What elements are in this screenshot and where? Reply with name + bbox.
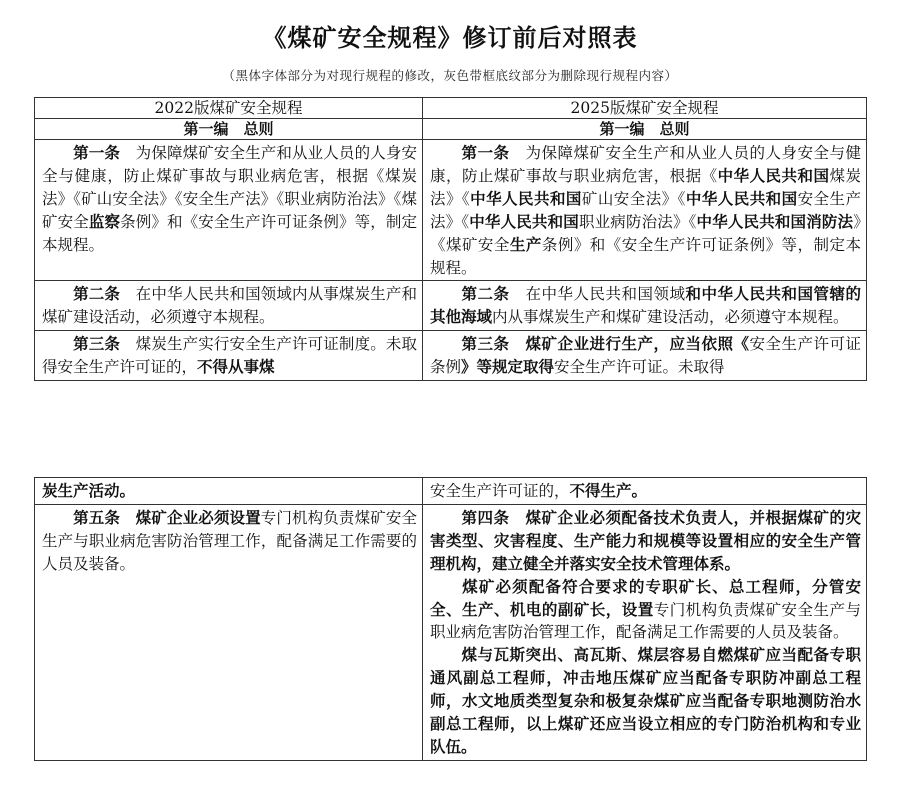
- modified-text: 不得生产。: [569, 482, 648, 500]
- modified-text: 炭生产活动。: [42, 482, 136, 500]
- article-text: 安全生产许可证条例: [430, 335, 861, 377]
- article-text: 在中华人民共和国领域内从事煤炭生产和煤矿建设活动，必须遵守本规程。: [42, 285, 417, 327]
- article-label: 第四条: [461, 508, 510, 527]
- article-label: 第三条: [461, 335, 510, 354]
- article-text: 煤炭法》《: [430, 166, 861, 208]
- article-1-old: [35, 140, 423, 281]
- article-5-4-row: [35, 504, 867, 760]
- article-text: 条例》和《安全生产许可证条例》等，制定本规程。: [430, 235, 861, 277]
- article-2-old: [35, 281, 423, 331]
- article-3-row: [35, 331, 867, 381]
- section-header-new: 第一编 总则: [423, 119, 867, 140]
- modified-text: 监察: [88, 212, 121, 231]
- modified-text: 煤矿企业必须设置: [120, 508, 261, 527]
- article-2-new: [423, 281, 867, 331]
- modified-text: 中华人民共和国: [470, 189, 582, 208]
- column-header-new: 2025版煤矿安全规程: [423, 98, 867, 119]
- modified-text: 中华人民共和国: [469, 212, 579, 231]
- article-3-old: [35, 331, 423, 381]
- article-5-old: [35, 504, 423, 760]
- modified-text: 煤与瓦斯突出、高瓦斯、煤层容易自燃煤矿应当配备专职通风副总工程师，冲击地压煤矿应当配备专职防冲副总工程师，水文地质类型复杂和极复杂煤矿应当配备专职地测防治水副总工程师，以上煤矿还应当设立相应的专门防治机构和专业队伍。: [430, 646, 861, 756]
- article-text: 安全生产许可证。未取得: [554, 358, 725, 377]
- article-4-paragraph-1: [430, 507, 861, 576]
- article-1-new: [423, 140, 867, 281]
- column-header-row: [35, 98, 867, 119]
- modified-text: 中华人民共和国: [685, 189, 798, 208]
- article-text: 为保障煤矿安全生产和从业人员的人身安全与健康，防止煤矿事故与职业病危害，根据《煤炭法》《矿山安全法》《安全生产法》《职业病防治法》《煤矿安全: [42, 144, 417, 231]
- article-3-new: [423, 331, 867, 381]
- article-label: 第二条: [461, 285, 510, 304]
- article-text: 为保障煤矿安全生产和从业人员的人身安全与健康，防止煤矿事故与职业病危害，根据《: [430, 144, 861, 185]
- article-label: 第三条: [73, 335, 121, 354]
- article-4-paragraph-2: [430, 576, 861, 645]
- modified-text: 不得从事煤: [197, 358, 275, 377]
- article-label: 第五条: [73, 508, 121, 527]
- modified-text: 煤矿必须配备符合要求的专职矿长、总工程师，分管安全、生产、机电的副矿长，设置: [430, 577, 861, 619]
- article-text: 内从事煤炭生产和煤矿建设活动，必须遵守本规程。: [492, 308, 849, 327]
- comparison-table-part-2: [34, 477, 867, 761]
- modified-text: 煤矿企业进行生产，应当依照《: [509, 335, 750, 354]
- modified-text: 煤矿企业必须配备技术负责人，并根据煤矿的灾害类型、灾害程度、生产能力和规模等设置相应的安全生产管理机构，建立健全并落实安全技术管理体系。: [430, 508, 861, 573]
- article-text: 安全生产许可证的，: [430, 482, 570, 500]
- column-header-old: 2022版煤矿安全规程: [35, 98, 423, 119]
- article-text: 专门机构负责煤矿安全生产与职业病危害防治管理工作，配备满足工作需要的人员及装备。: [42, 508, 417, 573]
- article-3-old-continued: [35, 478, 423, 505]
- modified-text: 中华人民共和国消防法: [696, 212, 854, 231]
- article-label: 第一条: [461, 144, 510, 162]
- article-3-new-continued: [423, 478, 867, 505]
- comparison-table-part-1: [34, 97, 867, 381]
- page-title: 《煤矿安全规程》修订前后对照表: [262, 24, 638, 52]
- section-header-old: 第一编 总则: [35, 119, 423, 140]
- article-text: 煤炭生产实行安全生产许可证制度。未取得安全生产许可证的，: [42, 335, 417, 377]
- article-label: 第一条: [73, 144, 121, 162]
- article-1-row: [35, 140, 867, 281]
- section-header-row: [35, 119, 867, 140]
- article-text: 安全生产法》《: [430, 189, 861, 231]
- article-4-paragraph-3: [430, 644, 861, 759]
- article-text: 职业病防治法》《: [578, 212, 697, 231]
- modified-text: 中华人民共和国: [717, 166, 830, 185]
- article-text: 在中华人民共和国领域: [509, 285, 686, 304]
- article-text: 》《煤矿安全: [430, 212, 861, 254]
- article-2-row: [35, 281, 867, 331]
- article-3-continued-row: [35, 478, 867, 505]
- page-subtitle: （黑体字体部分为对现行规程的修改，灰色带框底纹部分为删除现行规程内容）: [222, 68, 678, 83]
- modified-text: 生产: [509, 235, 542, 254]
- article-text: 专门机构负责煤矿安全生产与职业病危害防治管理工作，配备满足工作需要的人员及装备。: [430, 600, 861, 642]
- article-text: 矿山安全法》《: [581, 189, 686, 208]
- article-4-new: [423, 504, 867, 760]
- modified-text: 和中华人民共和国管辖的其他海域: [430, 285, 861, 327]
- article-label: 第二条: [73, 285, 121, 304]
- article-text: 条例》和《安全生产许可证条例》等，制定本规程。: [42, 212, 417, 254]
- modified-text: 》等规定取得: [461, 358, 555, 377]
